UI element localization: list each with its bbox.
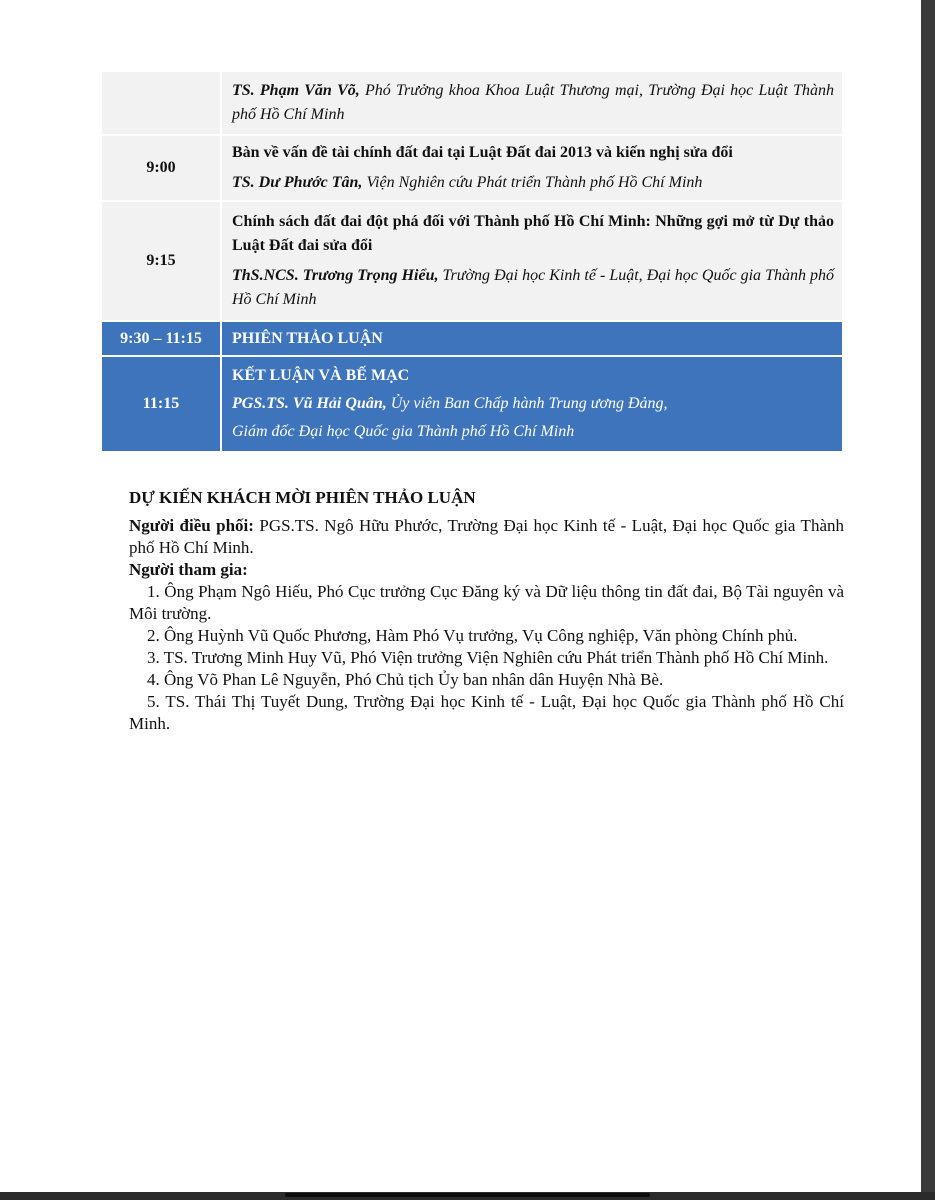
agenda-time: 9:30 – 11:15 [101,321,221,356]
participant-item: 3. TS. Trương Minh Huy Vũ, Phó Viện trưởng Viện Nghiên cứu Phát triển Thành phố Hồ Chí Minh. [147,648,829,667]
speaker-name: ThS.NCS. Trương Trọng Hiểu, [232,267,439,284]
agenda-speaker [232,392,834,416]
agenda-title: Chính sách đất đai đột phá đối với Thành phố Hồ Chí Minh: Những gợi mở từ Dự thảo Luật Đất đai sửa đổi [232,213,834,254]
agenda-speaker [232,171,834,195]
speaker-name: TS. Phạm Văn Võ, [232,82,360,99]
agenda-row-discussion [101,321,843,356]
agenda-row [101,71,843,135]
agenda-time [101,71,221,135]
participant-item: 1. Ông Phạm Ngô Hiếu, Phó Cục trưởng Cục Đăng ký và Dữ liệu thông tin đất đai, Bộ Tài nguyên và Môi trường. [129,582,844,623]
agenda-row-closing [101,356,843,452]
participant-item: 2. Ông Huỳnh Vũ Quốc Phương, Hàm Phó Vụ trưởng, Vụ Công nghiệp, Văn phòng Chính phủ. [147,626,798,645]
home-indicator[interactable] [285,1193,650,1197]
agenda-time: 9:00 [101,135,221,201]
coordinator-paragraph [129,515,844,559]
agenda-speaker [232,264,834,312]
speaker-affiliation: Trường Đại học Kinh tế - Luật, Đại học Quốc gia Thành phố Hồ Chí Minh [232,267,835,308]
agenda-content [221,201,843,321]
speaker-affiliation: Viện Nghiên cứu Phát triển Thành phố Hồ Chí Minh [362,174,703,191]
participants-label: Người tham gia: [129,560,248,579]
agenda-title: PHIÊN THẢO LUẬN [232,329,383,347]
agenda-title: KẾT LUẬN VÀ BẾ MẠC [232,367,410,384]
coordinator-label: Người điều phối: [129,516,254,535]
participant-item: 5. TS. Thái Thị Tuyết Dung, Trường Đại học Kinh tế - Luật, Đại học Quốc gia Thành phố Hồ Chí Minh. [129,692,844,733]
coordinator-text: PGS.TS. Ngô Hữu Phước, Trường Đại học Kinh tế - Luật, Đại học Quốc gia Thành phố Hồ Chí Minh. [129,516,844,557]
agenda-time: 9:15 [101,201,221,321]
agenda-row [101,135,843,201]
agenda-row [101,201,843,321]
speaker-affiliation: Phó Trưởng khoa Khoa Luật Thương mại, Trường Đại học Luật Thành phố Hồ Chí Minh [232,82,835,123]
agenda-content [221,356,843,452]
section-heading: DỰ KIẾN KHÁCH MỜI PHIÊN THẢO LUẬN [129,488,476,507]
agenda-content [221,135,843,201]
agenda-table [100,70,844,453]
agenda-content [221,71,843,135]
guest-section [129,484,844,735]
agenda-speaker [232,79,834,127]
speaker-affiliation: Ủy viên Ban Chấp hành Trung ương Đảng, [386,395,668,412]
speaker-name: TS. Dư Phước Tân, [232,174,363,191]
agenda-title: Bàn về vấn đề tài chính đất đai tại Luật Đất đai 2013 và kiến nghị sửa đổi [232,144,733,161]
agenda-time: 11:15 [101,356,221,452]
participant-item: 4. Ông Võ Phan Lê Nguyễn, Phó Chủ tịch Ủy ban nhân dân Huyện Nhà Bè. [147,670,664,689]
speaker-affiliation-line2: Giám đốc Đại học Quốc gia Thành phố Hồ Chí Minh [232,423,575,440]
agenda-content [221,321,843,356]
speaker-name: PGS.TS. Vũ Hải Quân, [232,395,387,412]
